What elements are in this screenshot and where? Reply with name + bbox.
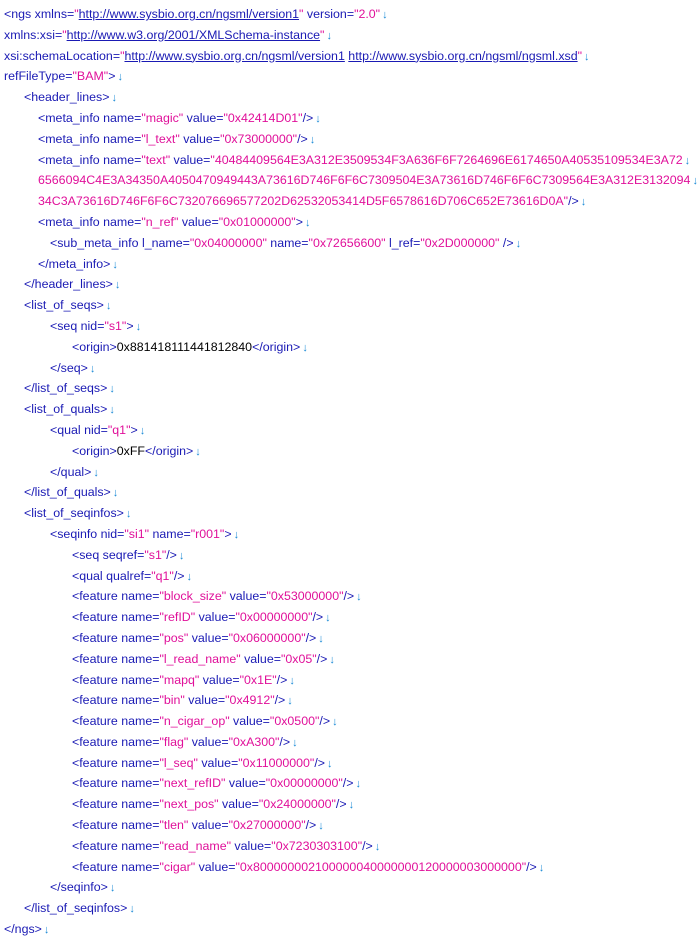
- line-break-icon: ↓: [374, 840, 381, 853]
- xml-line: [4, 815, 696, 836]
- xml-line: [4, 524, 696, 545]
- line-break-icon: ↓: [125, 508, 132, 521]
- line-break-icon: ↓: [302, 341, 308, 354]
- xml-attribute-value: "s1": [144, 547, 167, 562]
- xml-tag: </seqinfo>: [50, 880, 108, 895]
- xml-attribute: value=: [183, 110, 224, 125]
- line-break-icon: ↓: [382, 9, 388, 21]
- xml-attribute-value: "0x00000000": [265, 776, 343, 791]
- xml-line: [4, 773, 696, 794]
- xml-tag: />: [276, 672, 288, 687]
- xml-tag: />: [342, 776, 354, 791]
- xml-line: [4, 586, 696, 607]
- xml-tag: <list_of_seqs>: [24, 298, 104, 313]
- xml-tag: </ngs>: [4, 922, 42, 937]
- xml-attribute-value: "0x4912": [225, 693, 275, 708]
- xml-attribute-value: "q1": [151, 568, 174, 583]
- xml-tag: <feature name=: [72, 797, 160, 812]
- xml-line: [4, 399, 696, 420]
- xml-tag: />: [166, 547, 177, 562]
- line-break-icon: ↓: [186, 570, 193, 583]
- line-break-icon: ↓: [111, 92, 117, 105]
- xml-tag: <feature name=: [72, 610, 160, 625]
- xml-attribute-value: ": [577, 48, 583, 63]
- xml-attribute-value: "l_text": [141, 131, 180, 146]
- line-break-icon: ↓: [289, 674, 295, 687]
- xml-attribute-value: "0x0500": [269, 714, 320, 729]
- xml-attribute-value: "0x7230303100": [271, 838, 363, 853]
- line-break-icon: ↓: [332, 716, 338, 729]
- xml-attribute-value: "0x00000000": [235, 610, 313, 625]
- xml-line: [4, 316, 696, 337]
- xml-line: [4, 545, 696, 566]
- xml-tag: />: [274, 693, 286, 708]
- xml-attribute: value=: [218, 797, 259, 812]
- xml-tag: <header_lines>: [24, 90, 110, 105]
- xml-line: [4, 441, 696, 462]
- line-break-icon: ↓: [318, 820, 324, 833]
- xml-line: [4, 46, 696, 67]
- xml-attribute-value: "0x72656600": [308, 235, 386, 250]
- xml-tag: </list_of_seqs>: [24, 381, 108, 396]
- xml-line: [4, 108, 696, 129]
- xml-attribute-value: "read_name": [159, 838, 231, 853]
- line-break-icon: ↓: [327, 757, 333, 770]
- xml-tag: </list_of_seqinfos>: [24, 901, 128, 916]
- xml-attribute: value=: [225, 776, 266, 791]
- xml-tag: />: [302, 110, 314, 125]
- xml-attribute: value=: [199, 672, 240, 687]
- xml-line: [4, 150, 696, 171]
- xml-attribute-value: "r001": [190, 526, 225, 541]
- xml-tag: <feature name=: [72, 859, 160, 874]
- line-break-icon: ↓: [178, 549, 185, 562]
- xml-tag: </meta_info>: [38, 256, 111, 271]
- xml-tag: <feature name=: [72, 755, 160, 770]
- xml-attribute-value: "l_seq": [159, 755, 198, 770]
- xml-line: [4, 25, 696, 46]
- xml-line: [4, 462, 696, 483]
- xml-attribute-value: "flag": [159, 734, 189, 749]
- xml-tag: <seqinfo nid=: [50, 526, 125, 541]
- xml-line: [4, 857, 696, 878]
- xml-line: [4, 732, 696, 753]
- xml-line: [4, 87, 696, 108]
- xml-attribute-value: "0x24000000": [258, 797, 336, 812]
- xml-attribute: name=: [149, 526, 191, 541]
- xml-tag: />: [343, 589, 355, 604]
- xml-line: [4, 649, 696, 670]
- xml-line: [4, 919, 696, 940]
- xml-attribute-value: "block_size": [159, 589, 227, 604]
- line-break-icon: ↓: [304, 216, 311, 229]
- xml-tag: >: [224, 526, 232, 541]
- xml-attribute-value: "n_cigar_op": [159, 714, 230, 729]
- xml-attribute-value: 6566094C4E3A34350A4050470949443A73616D746F6F6C7309504E3A73616D746F6F6C7309564E3A312E3132094: [38, 173, 691, 188]
- xml-line: [4, 129, 696, 150]
- xml-tag: <feature name=: [72, 589, 160, 604]
- xml-attribute-value: "next_pos": [159, 797, 219, 812]
- xml-tag: <qual qualref=: [72, 568, 152, 583]
- xml-attribute: value=: [184, 693, 226, 708]
- line-break-icon: ↓: [105, 300, 112, 313]
- xml-tag: </list_of_quals>: [24, 485, 111, 500]
- xml-line: [4, 503, 696, 524]
- xml-tag: >: [108, 69, 116, 84]
- xml-attribute: value=: [226, 589, 267, 604]
- xml-url: http://www.sysbio.org.cn/ngsml/version1: [124, 48, 345, 63]
- xml-attribute: refFileType=: [4, 69, 73, 84]
- xml-attribute-value: "refID": [159, 610, 196, 625]
- line-break-icon: ↓: [515, 237, 522, 250]
- xml-url: http://www.sysbio.org.cn/ngsml/ngsml.xsd: [348, 48, 578, 63]
- xml-attribute-value: "0x800000002100000040000000120000003000000": [235, 859, 527, 874]
- xml-attribute: l_ref=: [385, 235, 421, 250]
- xml-tag: />: [526, 859, 537, 874]
- xml-tag: <feature name=: [72, 818, 160, 833]
- xml-attribute: value=: [195, 859, 236, 874]
- line-break-icon: ↓: [43, 924, 50, 937]
- xml-tag: </seq>: [50, 360, 88, 375]
- xml-attribute-value: "tlen": [159, 818, 189, 833]
- xml-tag: />: [568, 194, 579, 209]
- xml-tag: </header_lines>: [24, 277, 113, 292]
- line-break-icon: ↓: [580, 196, 587, 209]
- xml-attribute: value=: [229, 714, 270, 729]
- xml-attribute-value: "0x1E": [239, 672, 277, 687]
- xml-tag: />: [305, 818, 317, 833]
- xml-attribute-value: "mapq": [159, 672, 200, 687]
- xml-attribute-value: "0x27000000": [228, 818, 306, 833]
- xml-line: [4, 836, 696, 857]
- xml-attribute-value: "0x01000000": [218, 214, 296, 229]
- xml-attribute-value: ": [299, 7, 304, 21]
- xml-tag: <feature name=: [72, 651, 160, 666]
- xml-tag: <feature name=: [72, 776, 160, 791]
- xml-line: [4, 170, 696, 191]
- xml-attribute-value: "si1": [124, 526, 150, 541]
- xml-tag: />: [314, 755, 326, 770]
- xml-text: 0x881418111441812840: [116, 339, 253, 354]
- xml-attribute-value: "0x53000000": [266, 589, 344, 604]
- xml-attribute: value=: [230, 838, 272, 853]
- xml-tag: <feature name=: [72, 672, 160, 687]
- xml-line: [4, 607, 696, 628]
- xml-attribute-value: "40484409564E3A312E3509534F3A636F6F7264696E6174650A40535109534E3A72: [210, 152, 683, 167]
- xml-tag: >: [295, 214, 303, 229]
- line-break-icon: ↓: [292, 736, 298, 749]
- xml-attribute-value: "2.0": [354, 7, 381, 21]
- line-break-icon: ↓: [93, 466, 99, 479]
- xml-attribute-value: "magic": [141, 110, 184, 125]
- xml-attribute: value=: [178, 214, 219, 229]
- line-break-icon: ↓: [329, 653, 335, 666]
- xml-line: [4, 420, 696, 441]
- line-break-icon: ↓: [538, 861, 545, 874]
- xml-line: [4, 628, 696, 649]
- xml-attribute-value: "BAM": [72, 69, 109, 84]
- xml-attribute: value=: [179, 131, 221, 146]
- xml-tag: </origin>: [145, 443, 194, 458]
- line-break-icon: ↓: [326, 29, 332, 42]
- xml-tag: />: [297, 131, 308, 146]
- line-break-icon: ↓: [109, 404, 115, 417]
- xml-attribute-value: ": [74, 7, 79, 21]
- xml-tag: <meta_info name=: [38, 214, 142, 229]
- line-break-icon: ↓: [112, 487, 119, 500]
- xml-tag: <origin>: [72, 339, 117, 354]
- line-break-icon: ↓: [692, 175, 698, 188]
- xml-line: [4, 66, 696, 87]
- line-break-icon: ↓: [584, 50, 590, 63]
- xml-attribute-value: "cigar": [159, 859, 196, 874]
- xml-attribute: value=: [170, 152, 211, 167]
- xml-line: [4, 794, 696, 815]
- xml-line: [4, 753, 696, 774]
- line-break-icon: ↓: [89, 362, 96, 375]
- xml-attribute-value: "text": [141, 152, 171, 167]
- line-break-icon: ↓: [325, 612, 331, 625]
- xml-attribute-value: ": [120, 48, 125, 63]
- xml-tag: <feature name=: [72, 714, 160, 729]
- xml-tag: <meta_info name=: [38, 131, 142, 146]
- xml-attribute-value: "0x11000000": [238, 755, 315, 770]
- xml-text: 0xFF: [116, 443, 146, 458]
- line-break-icon: ↓: [135, 320, 142, 333]
- xml-tag: <meta_info name=: [38, 152, 142, 167]
- xml-tag: <feature name=: [72, 838, 160, 853]
- xml-attribute-value: "0x73000000": [220, 131, 298, 146]
- xml-tag: <sub_meta_info l_name=: [50, 235, 190, 250]
- xml-attribute: xmlns:xsi=: [4, 27, 63, 42]
- xml-line: [4, 254, 696, 275]
- line-break-icon: ↓: [112, 258, 118, 271]
- line-break-icon: ↓: [287, 695, 293, 708]
- xml-tag: </qual>: [50, 464, 92, 479]
- xml-tag: <list_of_seqinfos>: [24, 506, 124, 521]
- xml-attribute: version=: [303, 7, 355, 21]
- xml-line: [4, 212, 696, 233]
- xml-url: http://www.sysbio.org.cn/ngsml/version1: [78, 7, 300, 21]
- xml-tag: />: [316, 651, 328, 666]
- line-break-icon: ↓: [195, 445, 201, 458]
- xml-attribute-value: "0x04000000": [189, 235, 267, 250]
- line-break-icon: ↓: [129, 903, 135, 916]
- xml-tag: <feature name=: [72, 630, 160, 645]
- line-break-icon: ↓: [117, 71, 123, 84]
- xml-attribute-value: "pos": [159, 630, 189, 645]
- xml-tag: <seq nid=: [50, 318, 105, 333]
- xml-attribute-value: "0xA300": [228, 734, 280, 749]
- xml-line: [4, 711, 696, 732]
- xml-attribute-value: ": [62, 27, 67, 42]
- xml-document: [4, 4, 696, 940]
- xml-tag: <qual nid=: [50, 422, 108, 437]
- xml-attribute-value: "0x2D000000": [420, 235, 500, 250]
- xml-attribute: xsi:schemaLocation=: [4, 48, 121, 63]
- xml-attribute: value=: [195, 610, 236, 625]
- xml-attribute: value=: [197, 755, 239, 770]
- xml-line: [4, 378, 696, 399]
- xml-line: [4, 191, 696, 212]
- xml-attribute-value: "n_ref": [141, 214, 179, 229]
- xml-tag: />: [305, 630, 317, 645]
- xml-attribute: value=: [188, 818, 229, 833]
- xml-tag: <meta_info name=: [38, 110, 142, 125]
- xml-line: [4, 482, 696, 503]
- xml-tag: />: [173, 568, 185, 583]
- xml-tag: <ngs xmlns=: [4, 7, 75, 21]
- xml-line: [4, 877, 696, 898]
- xml-tag: />: [319, 714, 331, 729]
- xml-line: [4, 690, 696, 711]
- xml-attribute-value: "bin": [159, 693, 185, 708]
- line-break-icon: ↓: [139, 424, 146, 437]
- xml-tag: />: [499, 235, 514, 250]
- xml-tag: />: [362, 838, 373, 853]
- line-break-icon: ↓: [355, 778, 361, 791]
- xml-line: [4, 358, 696, 379]
- xml-tag: >: [130, 422, 138, 437]
- xml-tag: >: [126, 318, 134, 333]
- xml-line: [4, 295, 696, 316]
- line-break-icon: ↓: [348, 799, 355, 812]
- xml-tag: />: [335, 797, 347, 812]
- line-break-icon: ↓: [309, 133, 316, 146]
- line-break-icon: ↓: [318, 632, 324, 645]
- line-break-icon: ↓: [233, 528, 240, 541]
- xml-tag: <feature name=: [72, 693, 160, 708]
- xml-attribute-value: "0x05": [280, 651, 317, 666]
- line-break-icon: ↓: [684, 154, 691, 167]
- xml-attribute-value: "next_refID": [159, 776, 226, 791]
- xml-line: [4, 898, 696, 919]
- xml-attribute: value=: [188, 734, 229, 749]
- line-break-icon: ↓: [114, 279, 121, 292]
- xml-attribute: value=: [240, 651, 281, 666]
- xml-line: [4, 274, 696, 295]
- xml-tag: </origin>: [252, 339, 301, 354]
- line-break-icon: ↓: [109, 383, 115, 396]
- xml-attribute-value: "0x06000000": [228, 630, 306, 645]
- xml-tag: />: [312, 610, 324, 625]
- xml-line: [4, 233, 696, 254]
- line-break-icon: ↓: [356, 591, 362, 604]
- xml-tag: />: [279, 734, 291, 749]
- xml-attribute-value: 34C3A73616D746F6F6C732076696577202D62532053414D5F6578616D706C652E73616D0A": [38, 194, 569, 209]
- xml-attribute: name=: [266, 235, 309, 250]
- xml-attribute-value: "l_read_name": [159, 651, 241, 666]
- xml-tag: <list_of_quals>: [24, 402, 108, 417]
- line-break-icon: ↓: [315, 112, 321, 125]
- xml-attribute-value: ": [320, 27, 325, 42]
- xml-attribute: value=: [188, 630, 229, 645]
- xml-tag: <feature name=: [72, 734, 160, 749]
- xml-attribute-value: "s1": [104, 318, 127, 333]
- xml-attribute-value: "0x42414D01": [223, 110, 303, 125]
- xml-line: [4, 670, 696, 691]
- xml-tag: <seq seqref=: [72, 547, 145, 562]
- xml-line: [4, 337, 696, 358]
- xml-url: http://www.w3.org/2001/XMLSchema-instance: [66, 27, 321, 42]
- xml-line: [4, 566, 696, 587]
- xml-line: [4, 4, 696, 25]
- xml-attribute-value: "q1": [107, 422, 131, 437]
- line-break-icon: ↓: [109, 882, 116, 895]
- xml-tag: <origin>: [72, 443, 117, 458]
